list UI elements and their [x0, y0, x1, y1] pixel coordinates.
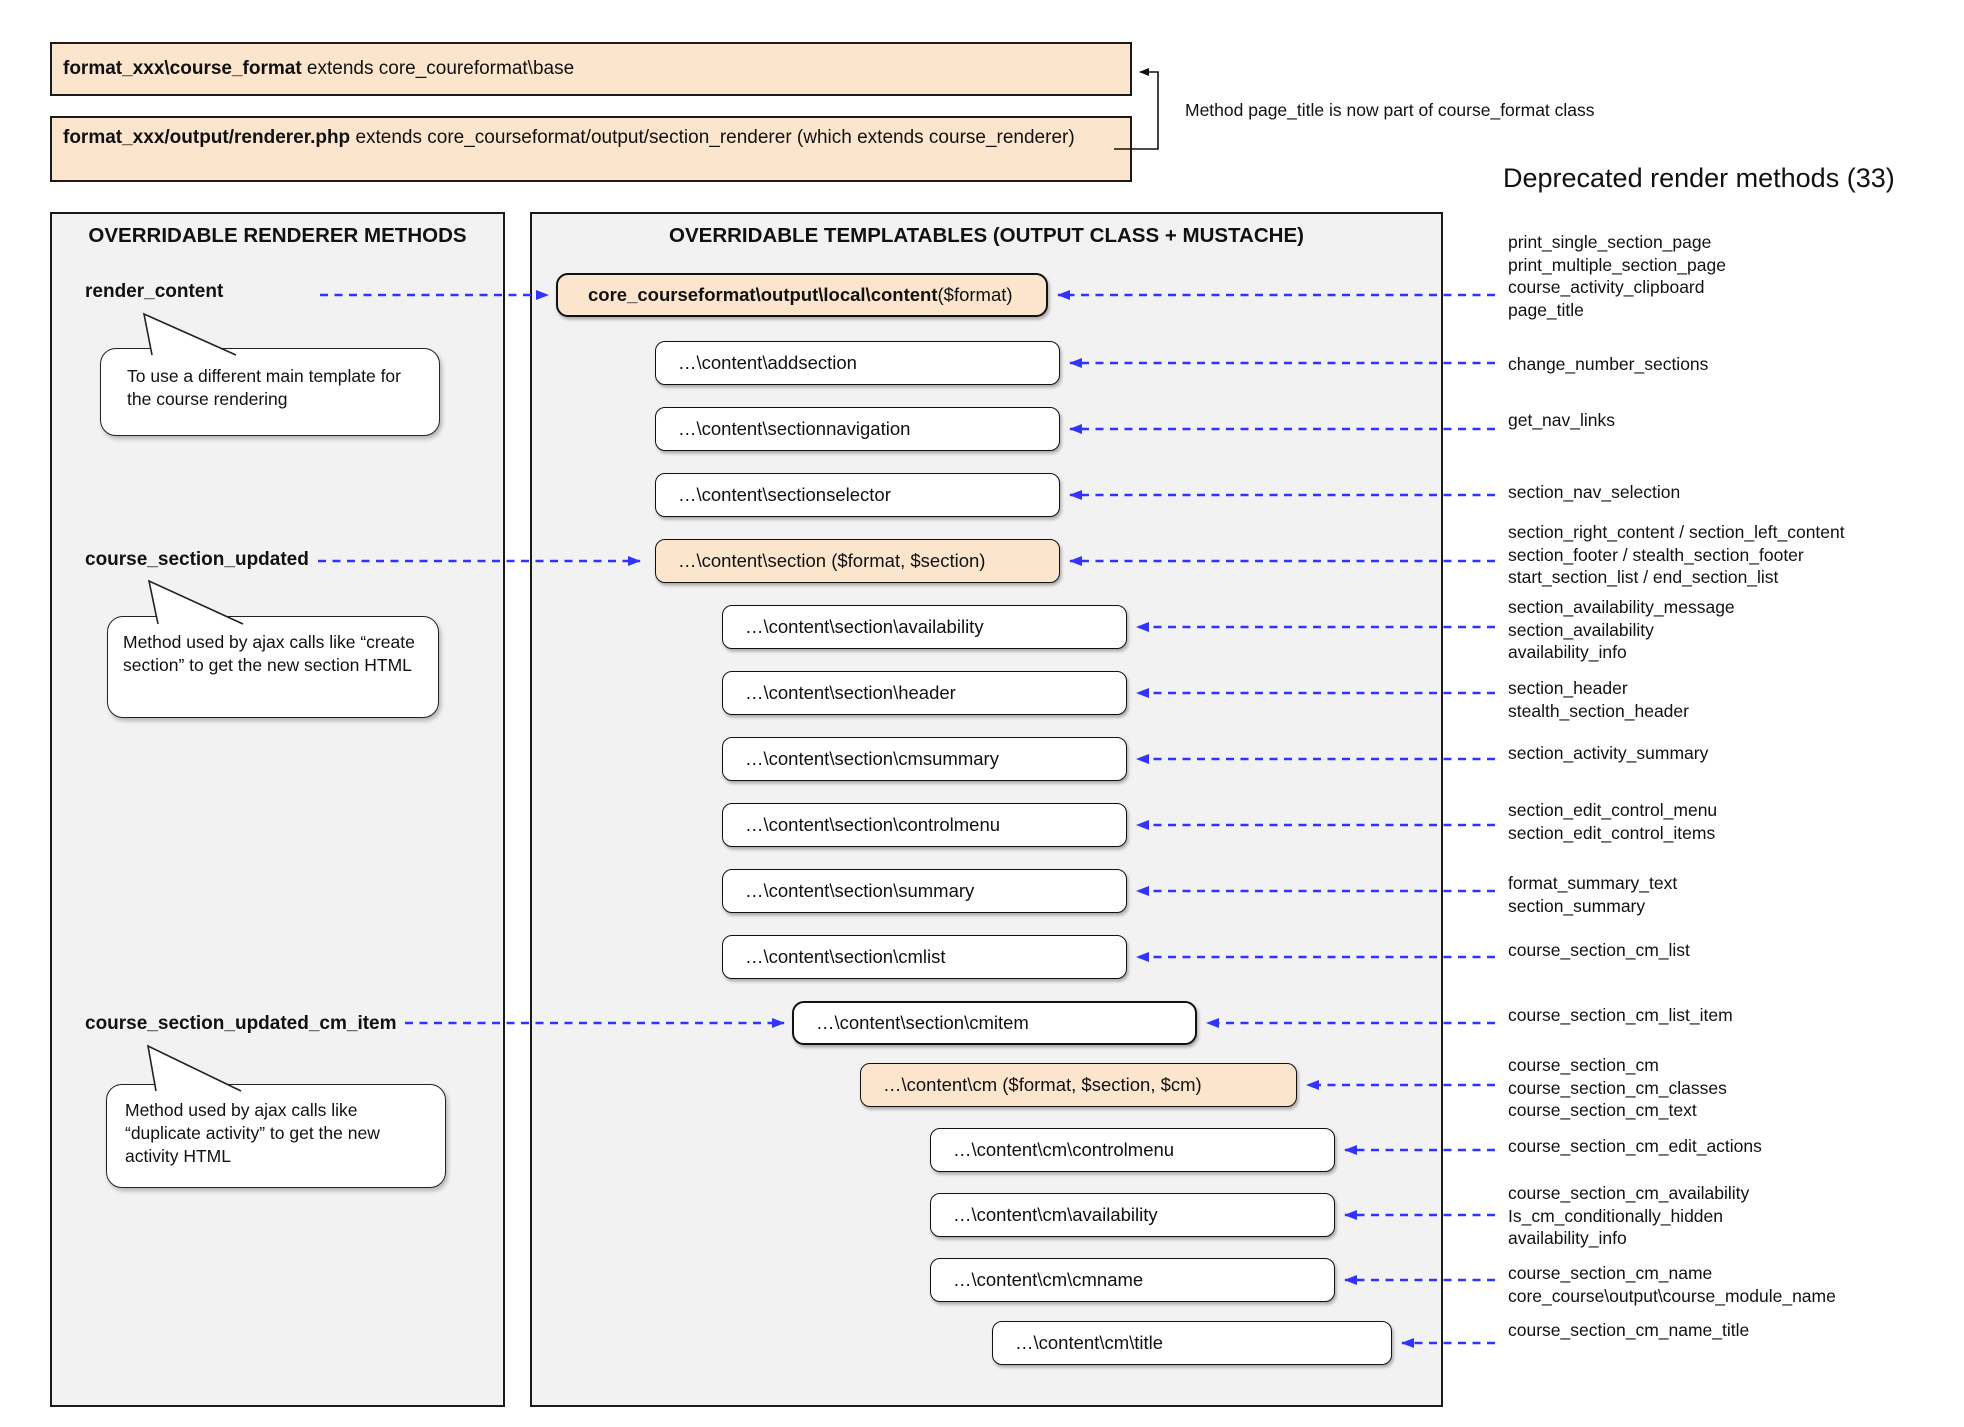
templatable-box: …\content\section\availability — [722, 605, 1127, 649]
templatable-box: …\content\section\cmitem — [792, 1001, 1197, 1045]
templatable-box: …\content\cm\controlmenu — [930, 1128, 1335, 1172]
deprecated-method: course_section_cm_name — [1508, 1263, 1713, 1283]
renderer-methods-title: OVERRIDABLE RENDERER METHODS — [88, 224, 467, 247]
deprecated-method: Is_cm_conditionally_hidden — [1508, 1205, 1723, 1226]
page-title-note: Method page_title is now part of course_format class — [1185, 100, 1595, 120]
templatable-box: …\content\section\header — [722, 671, 1127, 715]
renderer-class-box — [50, 116, 1132, 182]
deprecated-method: get_nav_links — [1508, 410, 1616, 430]
templatable-box: …\content\addsection — [655, 341, 1060, 385]
templatable-box: core_courseformat\output\local\content ($format) — [556, 273, 1048, 317]
templatable-box: …\content\section\controlmenu — [722, 803, 1127, 847]
deprecated-method: stealth_section_header — [1508, 700, 1689, 721]
class-extends: extends core_coureformat\base — [301, 58, 575, 79]
templatable-box: …\content\cm\availability — [930, 1193, 1335, 1237]
templatable-box: …\content\section\cmlist — [722, 935, 1127, 979]
deprecated-method: page_title — [1508, 299, 1584, 320]
deprecated-method: section_edit_control_menu — [1508, 800, 1718, 820]
templatables-title: OVERRIDABLE TEMPLATABLES (OUTPUT CLASS + MUSTACHE) — [669, 224, 1304, 247]
deprecated-method: section_nav_selection — [1508, 482, 1681, 502]
class-name: format_xxx\course_format — [63, 58, 302, 79]
deprecated-method: format_summary_text — [1508, 873, 1678, 893]
method-course-section-updated-cm-item: course_section_updated_cm_item — [85, 1013, 397, 1034]
templatable-box: …\content\section\cmsummary — [722, 737, 1127, 781]
course-format-class-box — [50, 42, 1132, 96]
templatable-box: …\content\sectionnavigation — [655, 407, 1060, 451]
deprecated-method: course_section_cm — [1508, 1055, 1659, 1075]
deprecated-method: course_section_cm_availability — [1508, 1183, 1750, 1203]
deprecated-method: course_section_cm_classes — [1508, 1077, 1727, 1098]
deprecated-method: section_edit_control_items — [1508, 822, 1716, 843]
deprecated-method: course_section_cm_name_title — [1508, 1320, 1750, 1340]
deprecated-method: availability_info — [1508, 642, 1627, 662]
templatable-box: …\content\cm ($format, $section, $cm) — [860, 1063, 1297, 1107]
templatable-box: …\content\section ($format, $section) — [655, 539, 1060, 583]
deprecated-method: availability_info — [1508, 1228, 1627, 1248]
deprecated-method: core_course\output\course_module_name — [1508, 1285, 1836, 1306]
deprecated-method: section_header — [1508, 678, 1628, 698]
deprecated-method: print_multiple_section_page — [1508, 254, 1726, 275]
templatable-box: …\content\section\summary — [722, 869, 1127, 913]
deprecated-method: course_section_cm_list — [1508, 940, 1690, 960]
templatable-box: …\content\sectionselector — [655, 473, 1060, 517]
renderer-extends: extends core_courseformat/output/section_renderer (which extends course_renderer) — [350, 127, 1075, 148]
deprecated-method: course_section_cm_text — [1508, 1100, 1697, 1120]
deprecated-method: section_footer / stealth_section_footer — [1508, 544, 1804, 565]
deprecated-method: section_availability — [1508, 619, 1654, 640]
deprecated-method: section_right_content / section_left_content — [1508, 522, 1845, 542]
deprecated-method: print_single_section_page — [1508, 232, 1712, 252]
note-bubble: Method used by ajax calls like “duplicate activity” to get the new activity HTML — [106, 1084, 446, 1188]
deprecated-method: section_availability_message — [1508, 597, 1735, 617]
note-bubble: To use a different main template for the course rendering — [100, 348, 440, 436]
deprecated-method: course_section_cm_edit_actions — [1508, 1136, 1762, 1156]
deprecated-heading: Deprecated render methods (33) — [1503, 163, 1895, 193]
deprecated-method: course_section_cm_list_item — [1508, 1005, 1733, 1025]
renderer-file: format_xxx/output/renderer.php — [63, 127, 351, 148]
method-course-section-updated: course_section_updated — [85, 549, 309, 570]
templatable-box: …\content\cm\cmname — [930, 1258, 1335, 1302]
templatable-box: …\content\cm\title — [992, 1321, 1392, 1365]
note-bubble: Method used by ajax calls like “create section” to get the new section HTML — [107, 616, 439, 718]
method-render-content: render_content — [85, 281, 224, 302]
deprecated-method: change_number_sections — [1508, 354, 1709, 374]
deprecated-method: course_activity_clipboard — [1508, 277, 1705, 297]
deprecated-method: section_summary — [1508, 895, 1646, 916]
deprecated-method: section_activity_summary — [1508, 743, 1709, 763]
deprecated-method: start_section_list / end_section_list — [1508, 567, 1779, 587]
